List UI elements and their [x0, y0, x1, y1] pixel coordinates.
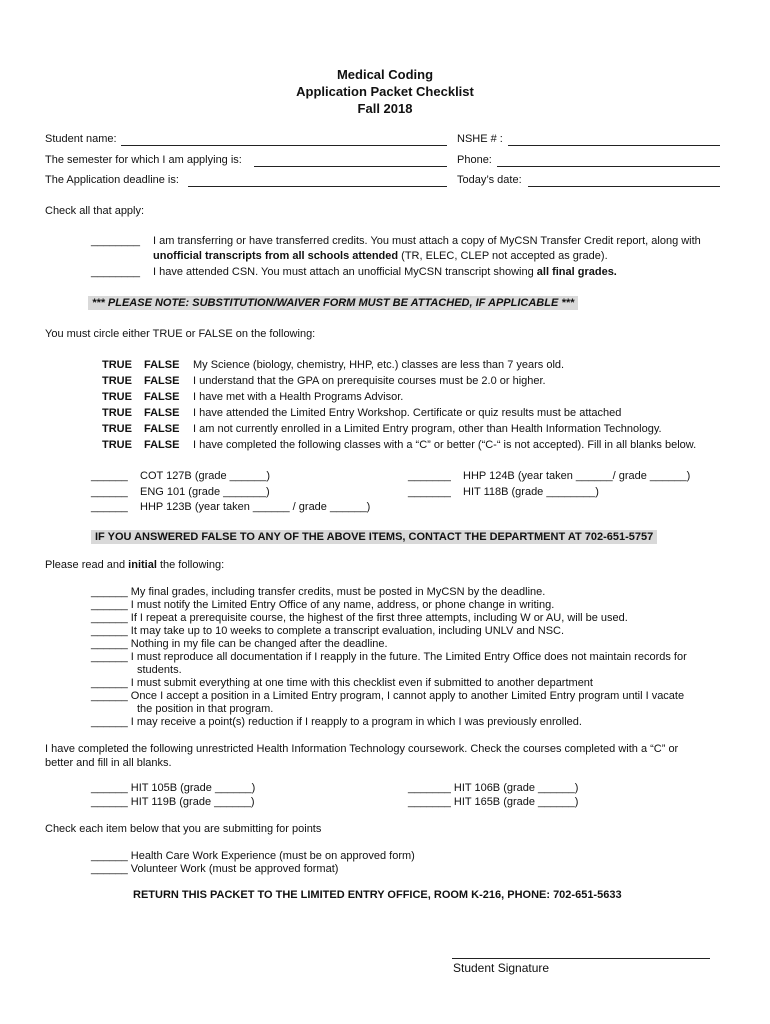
hhp-123b: HHP 123B (year taken ______ / grade ______)	[140, 501, 371, 513]
true-false-heading: You must circle either TRUE or FALSE on the following:	[45, 328, 316, 340]
eng-blank[interactable]: ______	[91, 486, 128, 498]
work-experience-item[interactable]: ______ Health Care Work Experience (must be on approved form)	[91, 850, 415, 862]
true-option[interactable]: TRUE	[102, 407, 132, 419]
hit-165b[interactable]: _______ HIT 165B (grade ______)	[408, 796, 579, 808]
hhp123-blank[interactable]: ______	[91, 501, 128, 513]
false-option[interactable]: FALSE	[144, 391, 180, 403]
hit118-blank[interactable]: _______	[408, 486, 451, 498]
initial-item: ______ I must reproduce all documentation if I reapply in the future. The Limited Entry Office does not maintain records for	[91, 651, 687, 663]
semester-label: The semester for which I am applying is:	[45, 154, 242, 166]
student-signature-label: Student Signature	[453, 961, 550, 975]
tf-item: I have met with a Health Programs Advisor.	[193, 391, 404, 403]
points-heading: Check each item below that you are submitting for points	[45, 823, 322, 835]
true-option[interactable]: TRUE	[102, 439, 132, 451]
deadline-field[interactable]	[188, 186, 447, 187]
transfer-text: I am transferring or have transferred credits. You must attach a copy of MyCSN Transfer Credit report, along with	[153, 235, 701, 247]
cot-blank[interactable]: ______	[91, 470, 128, 482]
false-option[interactable]: FALSE	[144, 423, 180, 435]
initial-item-cont: students.	[137, 664, 182, 676]
hit-paragraph-2: better and fill in all blanks.	[45, 757, 172, 769]
initial-item: ______ It may take up to 10 weeks to complete a transcript evaluation, including UNLV and NSC.	[91, 625, 565, 637]
semester-field[interactable]	[254, 166, 447, 167]
hit-119b[interactable]: ______ HIT 119B (grade ______)	[91, 796, 255, 808]
title-line-2: Application Packet Checklist	[296, 84, 474, 99]
attended-text	[153, 266, 617, 278]
transfer-rest: (TR, ELEC, CLEP not accepted as grade).	[398, 250, 608, 262]
initial-heading-a: Please read and	[45, 559, 129, 571]
initial-heading	[45, 559, 224, 571]
true-option[interactable]: TRUE	[102, 391, 132, 403]
initial-heading-b: the following:	[156, 559, 225, 571]
false-option[interactable]: FALSE	[144, 439, 180, 451]
phone-label: Phone:	[457, 154, 492, 166]
initial-item: ______ I must notify the Limited Entry Office of any name, address, or phone change in writing.	[91, 599, 555, 611]
initial-item: ______ My final grades, including transfer credits, must be posted in MyCSN by the deadline.	[91, 586, 546, 598]
nshe-field[interactable]	[508, 145, 720, 146]
return-packet-note: RETURN THIS PACKET TO THE LIMITED ENTRY OFFICE, ROOM K-216, PHONE: 702-651-5633	[133, 889, 622, 901]
false-option[interactable]: FALSE	[144, 375, 180, 387]
true-option[interactable]: TRUE	[102, 359, 132, 371]
false-option[interactable]: FALSE	[144, 359, 180, 371]
todays-date-label: Today’s date:	[457, 174, 522, 186]
hit-105b[interactable]: ______ HIT 105B (grade ______)	[91, 782, 256, 794]
initial-item: ______ If I repeat a prerequisite course, the highest of the first three attempts, including W or AU, will be used.	[91, 612, 628, 624]
nshe-label: NSHE # :	[457, 133, 503, 145]
deadline-label: The Application deadline is:	[45, 174, 179, 186]
please-note-banner: *** PLEASE NOTE: SUBSTITUTION/WAIVER FORM MUST BE ATTACHED, IF APPLICABLE ***	[88, 296, 578, 310]
initial-item: ______ I may receive a point(s) reduction if I reapply to a program in which I was previously enrolled.	[91, 716, 582, 728]
volunteer-work-item[interactable]: ______ Volunteer Work (must be approved format)	[91, 863, 339, 875]
hit-106b[interactable]: _______ HIT 106B (grade ______)	[408, 782, 579, 794]
initial-item: ______ I must submit everything at one time with this checklist even if submitted to another department	[91, 677, 593, 689]
hhp-124b: HHP 124B (year taken ______/ grade ______)	[463, 470, 691, 482]
attended-blank[interactable]: ________	[91, 266, 140, 278]
signature-line[interactable]	[452, 958, 710, 959]
tf-item: I understand that the GPA on prerequisite courses must be 2.0 or higher.	[193, 375, 546, 387]
hhp124-blank[interactable]: _______	[408, 470, 451, 482]
phone-field[interactable]	[497, 166, 720, 167]
tf-item: I have attended the Limited Entry Workshop. Certificate or quiz results must be attached	[193, 407, 622, 419]
transfer-text-2	[153, 250, 608, 262]
transfer-blank[interactable]: ________	[91, 235, 140, 247]
check-all-heading: Check all that apply:	[45, 205, 145, 217]
student-name-field[interactable]	[121, 145, 447, 146]
title-line-3: Fall 2018	[357, 101, 413, 116]
initial-item: ______ Once I accept a position in a Limited Entry program, I cannot apply to another Limited Entry program until I vacate	[91, 690, 685, 702]
attended-text-a: I have attended CSN. You must attach an unofficial MyCSN transcript showing	[153, 266, 537, 278]
true-option[interactable]: TRUE	[102, 423, 132, 435]
cot-127b: COT 127B (grade ______)	[140, 470, 271, 482]
initial-heading-bold: initial	[128, 559, 157, 571]
tf-item: My Science (biology, chemistry, HHP, etc.) classes are less than 7 years old.	[193, 359, 565, 371]
title-line-1: Medical Coding	[336, 67, 434, 82]
tf-item: I have completed the following classes with a “C” or better (“C-“ is not accepted). Fill in all blanks below.	[193, 439, 697, 451]
attended-bold: all final grades.	[536, 266, 617, 278]
tf-item: I am not currently enrolled in a Limited Entry program, other than Health Information Technology.	[193, 423, 662, 435]
hit-paragraph-1: I have completed the following unrestricted Health Information Technology coursework. Check the courses completed with a “C” or	[45, 743, 679, 755]
contact-department-banner: IF YOU ANSWERED FALSE TO ANY OF THE ABOVE ITEMS, CONTACT THE DEPARTMENT AT 702-651-5757	[91, 530, 657, 544]
todays-date-field[interactable]	[528, 186, 720, 187]
student-name-label: Student name:	[45, 133, 117, 145]
transfer-bold: unofficial transcripts from all schools attended	[153, 250, 399, 262]
eng-101: ENG 101 (grade _______)	[140, 486, 270, 498]
initial-item-cont: the position in that program.	[137, 703, 274, 715]
true-option[interactable]: TRUE	[102, 375, 132, 387]
false-option[interactable]: FALSE	[144, 407, 180, 419]
hit-118b: HIT 118B (grade ________)	[463, 486, 599, 498]
initial-item: ______ Nothing in my file can be changed after the deadline.	[91, 638, 388, 650]
